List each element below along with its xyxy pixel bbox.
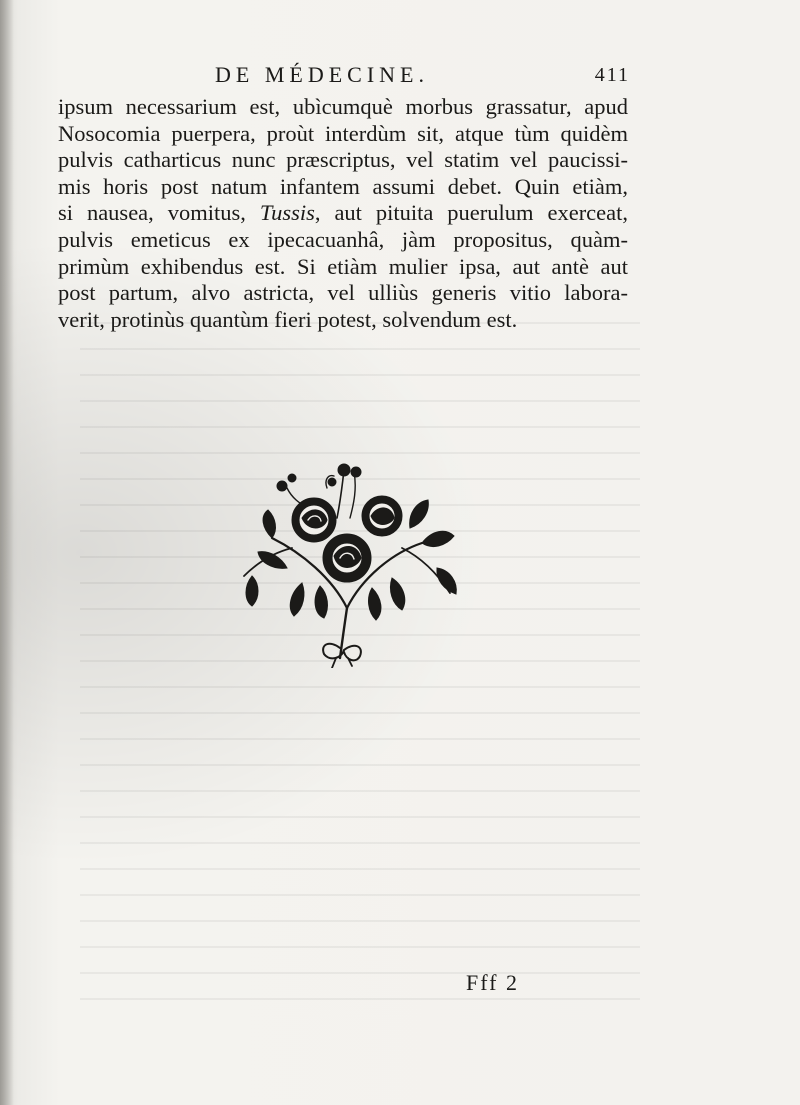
gutter-shadow <box>0 0 14 1105</box>
page-number: 411 <box>594 64 630 86</box>
italic-term: Tussis <box>259 200 315 226</box>
running-title: DE MÉDECINE. <box>215 62 429 87</box>
text-line: primùm exhibendus est. Si etiàm mulier ipsa, aut antè aut <box>58 253 628 279</box>
text-line: post partum, alvo astricta, vel ulliùs generis vitio labora- <box>58 280 628 306</box>
text-line: Nosocomia puerpera, proùt interdùm sit, atque tùm quidèm <box>58 120 628 146</box>
text-line: verit, protinùs quantùm fieri potest, solvendum est. <box>58 306 518 332</box>
text-line: pulvis catharticus nunc præscriptus, vel statim vel paucissi- <box>58 147 628 173</box>
running-head <box>60 62 630 92</box>
text-line <box>58 200 628 227</box>
body-text <box>58 94 628 333</box>
text-line: mis horis post natum infantem assumi debet. Quin etiàm, <box>58 173 628 199</box>
text-line: ipsum necessarium est, ubìcumquè morbus grassatur, apud <box>58 94 628 119</box>
text-span: , aut pituita puerulum exerceat, <box>314 200 629 226</box>
floral-vignette-icon <box>232 458 462 668</box>
text-line: pulvis emeticus ex ipecacuanhâ, jàm propositus, quàm- <box>58 226 628 252</box>
text-span: si nausea, vomitus, <box>58 200 246 226</box>
signature-mark: Fff 2 <box>466 970 519 995</box>
